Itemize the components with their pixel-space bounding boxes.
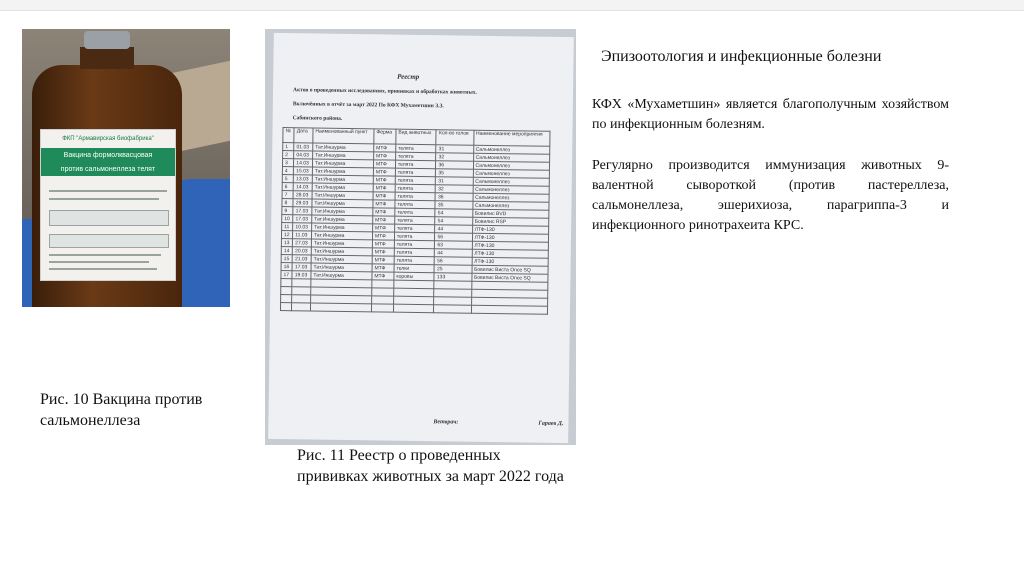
label-line2: против сальмонеллеза телят: [60, 166, 156, 173]
register-cell: 19.03: [292, 271, 311, 279]
register-cell: 11.03: [293, 231, 312, 239]
register-cell: 56: [435, 233, 472, 242]
slide-heading: Эпизоотология и инфекционные болезни: [601, 48, 882, 65]
label-text-line: [49, 261, 149, 263]
register-cell: 133: [434, 273, 471, 282]
register-cell: телята: [395, 184, 436, 193]
register-cell: МТФ: [372, 248, 394, 256]
register-cell: МТФ: [373, 208, 395, 216]
figure-10-caption: Рис. 10 Вакцина против сальмонеллеза: [40, 391, 203, 429]
register-cell: 44: [435, 225, 472, 234]
register-cell: Тат.Иншурма: [312, 159, 373, 168]
signature-name: Гараев Д.: [538, 420, 564, 428]
figure-11-caption: Рис. 11 Реестр о проведенных прививках животных за март 2022 года: [297, 447, 564, 485]
register-cell: телки: [394, 264, 435, 273]
register-cell: 3: [282, 159, 293, 167]
empty-cell: [471, 305, 548, 314]
register-cell: Тат.Иншурма: [312, 167, 373, 176]
register-cell: 21.03: [292, 255, 311, 263]
empty-cell: [292, 295, 311, 303]
register-cell: телята: [394, 224, 435, 233]
register-cell: МТФ: [373, 184, 395, 192]
register-cell: МТФ: [373, 216, 395, 224]
register-cell: телята: [395, 176, 436, 185]
register-cell: МТФ: [372, 256, 394, 264]
register-cell: Тат.Иншурма: [312, 175, 373, 184]
register-cell: Тат.Иншурма: [313, 143, 374, 152]
label-table: [49, 234, 169, 248]
bottle-cap: [84, 31, 130, 49]
register-cell: ЛТФ-130: [472, 249, 549, 258]
register-cell: телята: [396, 144, 437, 153]
register-cell: телята: [395, 208, 436, 217]
register-line-1: Актов о проведенных исследованиях, прививках и обработках животных.: [293, 87, 477, 96]
label-producer: ФКП "Армавирская биофабрика": [62, 136, 154, 142]
register-cell: 14.03: [294, 159, 313, 167]
empty-cell: [281, 279, 292, 287]
register-cell: 7: [282, 191, 293, 199]
register-cell: 8: [282, 199, 293, 207]
register-cell: 36: [436, 161, 473, 170]
register-cell: Бовилис Виста Once SQ: [471, 273, 548, 282]
register-cell: 2: [283, 151, 294, 159]
empty-cell: [280, 303, 291, 311]
register-cell: 15.03: [294, 167, 313, 175]
register-cell: телята: [394, 256, 435, 265]
register-cell: Тат.Иншурма: [312, 215, 373, 224]
bottle-neck: [80, 47, 134, 69]
register-cell: Тат.Иншурма: [312, 191, 373, 200]
register-cell: Сальмонеллез: [473, 153, 550, 162]
bottle-label: [40, 129, 176, 281]
register-header-cell: №: [283, 128, 294, 143]
register-cell: телята: [394, 248, 435, 257]
register-cell: 54: [435, 209, 472, 218]
register-cell: 31: [436, 145, 473, 154]
register-cell: телята: [395, 192, 436, 201]
register-cell: телята: [395, 152, 436, 161]
register-cell: Тат.Иншурма: [312, 223, 373, 232]
register-cell: 31: [436, 177, 473, 186]
register-header-cell: Наименование мероприятия: [473, 130, 550, 146]
register-header-cell: Вид животных: [396, 129, 437, 145]
register-cell: МТФ: [373, 168, 395, 176]
register-cell: 14.03: [293, 183, 312, 191]
empty-cell: [292, 287, 311, 295]
register-cell: Тат.Иншурма: [311, 255, 372, 264]
empty-cell: [292, 279, 311, 287]
slide-top-bar: [0, 0, 1024, 11]
register-cell: Тат.Иншурма: [312, 199, 373, 208]
register-cell: 14: [281, 247, 292, 255]
empty-cell: [281, 287, 292, 295]
register-cell: 04.03: [294, 151, 313, 159]
register-cell: 16: [281, 263, 292, 271]
empty-cell: [393, 304, 434, 313]
register-cell: 36: [435, 193, 472, 202]
register-cell: 17: [281, 271, 292, 279]
register-cell: МТФ: [372, 272, 394, 280]
register-cell: Тат.Иншурма: [312, 207, 373, 216]
register-cell: Тат.Иншурма: [311, 239, 372, 248]
register-cell: Сальмонеллез: [473, 169, 550, 178]
register-cell: ЛТФ-130: [472, 233, 549, 242]
register-cell: МТФ: [373, 224, 395, 232]
register-cell: коровы: [394, 272, 435, 281]
register-cell: 15: [281, 255, 292, 263]
register-cell: Бовилис RSP: [472, 217, 549, 226]
label-text-line: [49, 190, 167, 192]
register-cell: 63: [435, 241, 472, 250]
register-cell: 20.03: [293, 247, 312, 255]
register-cell: 10.03: [293, 223, 312, 231]
register-cell: МТФ: [373, 200, 395, 208]
label-table: [49, 210, 169, 226]
register-cell: 13: [281, 239, 292, 247]
register-table: [280, 127, 551, 315]
label-text-line: [49, 198, 159, 200]
register-cell: телята: [395, 200, 436, 209]
register-cell: Тат.Иншурма: [311, 247, 372, 256]
register-cell: 29.03: [293, 199, 312, 207]
label-band: [41, 148, 175, 176]
register-cell: ЛТФ-130: [472, 225, 549, 234]
register-cell: МТФ: [372, 232, 394, 240]
register-cell: 17.03: [293, 215, 312, 223]
register-cell: Сальмонеллез: [472, 201, 549, 210]
register-cell: Тат.Иншурма: [312, 183, 373, 192]
register-cell: 35: [435, 201, 472, 210]
register-cell: телята: [395, 160, 436, 169]
register-cell: Сальмонеллез: [473, 161, 550, 170]
register-cell: 17.03: [292, 263, 311, 271]
register-header-cell: Ферма: [374, 129, 396, 144]
register-cell: 27.03: [293, 239, 312, 247]
register-sheet: [268, 33, 574, 443]
register-line-3: Сабинского района.: [292, 115, 343, 122]
register-document-photo: [265, 29, 576, 445]
register-header-cell: Наименованный пункт: [313, 128, 374, 144]
paragraph-immunization: Регулярно производится иммунизация животных 9-валентной сывороткой (против пастереллеза, сальмонеллеза, эшерихиоза, парагриппа-3 и инфекционного ринотрахеита КРС.: [592, 158, 949, 233]
label-text-line: [49, 254, 161, 256]
label-line1: Вакцина формолквасцовая: [63, 152, 153, 159]
register-cell: Сальмонеллез: [473, 185, 550, 194]
vaccine-bottle-photo: [22, 29, 230, 307]
register-cell: 13.03: [294, 175, 313, 183]
empty-cell: [281, 295, 292, 303]
register-cell: 54: [435, 217, 472, 226]
register-cell: 35: [436, 169, 473, 178]
register-cell: 25: [434, 265, 471, 274]
register-cell: Бовилис BVD: [472, 209, 549, 218]
register-cell: 11: [282, 223, 293, 231]
register-header-cell: Дата: [294, 128, 313, 143]
register-cell: телята: [394, 240, 435, 249]
register-cell: 17.03: [293, 207, 312, 215]
register-cell: 4: [282, 167, 293, 175]
empty-cell: [310, 303, 371, 312]
empty-cell: [292, 303, 311, 311]
register-line-2: Включённых в отчёт за март 2022 По КФХ Мухаметшин З.З.: [292, 101, 444, 110]
register-cell: МТФ: [372, 240, 394, 248]
register-cell: 44: [435, 249, 472, 258]
label-text-line: [49, 268, 157, 270]
register-cell: 10: [282, 215, 293, 223]
register-cell: 28.03: [293, 191, 312, 199]
register-cell: телята: [394, 232, 435, 241]
register-title: Реестр: [397, 72, 420, 81]
register-cell: МТФ: [374, 144, 396, 152]
register-cell: телята: [395, 216, 436, 225]
register-cell: МТФ: [373, 176, 395, 184]
register-cell: МТФ: [372, 264, 394, 272]
register-cell: ЛТФ-130: [472, 257, 549, 266]
register-cell: Тат.Иншурма: [311, 231, 372, 240]
register-header-cell: Кол-во голов: [436, 130, 473, 146]
paragraph-wellbeing: КФХ «Мухаметшин» является благополучным хозяйством по инфекционным болезням.: [592, 97, 949, 132]
register-cell: 5: [282, 175, 293, 183]
signature-label: Ветврач:: [433, 419, 459, 426]
empty-cell: [434, 305, 471, 314]
register-cell: телята: [395, 168, 436, 177]
register-cell: 12: [281, 231, 292, 239]
register-cell: Бовилис Виста Once SQ: [472, 265, 549, 274]
register-cell: 01.03: [294, 143, 313, 151]
register-cell: Тат.Иншурма: [311, 271, 372, 280]
register-cell: 32: [436, 153, 473, 162]
register-cell: МТФ: [373, 160, 395, 168]
register-cell: 6: [282, 183, 293, 191]
register-cell: 9: [282, 207, 293, 215]
register-cell: Тат.Иншурма: [311, 263, 372, 272]
register-cell: Сальмонеллез: [473, 145, 550, 154]
register-cell: МТФ: [374, 152, 396, 160]
register-cell: 32: [436, 185, 473, 194]
register-cell: 1: [283, 143, 294, 151]
register-cell: Сальмонеллез: [473, 193, 550, 202]
register-cell: Тат.Иншурма: [313, 151, 374, 160]
empty-cell: [371, 304, 393, 312]
register-cell: 56: [435, 257, 472, 266]
register-cell: ЛТФ-130: [472, 241, 549, 250]
register-cell: МТФ: [373, 192, 395, 200]
register-cell: Сальмонеллез: [473, 177, 550, 186]
